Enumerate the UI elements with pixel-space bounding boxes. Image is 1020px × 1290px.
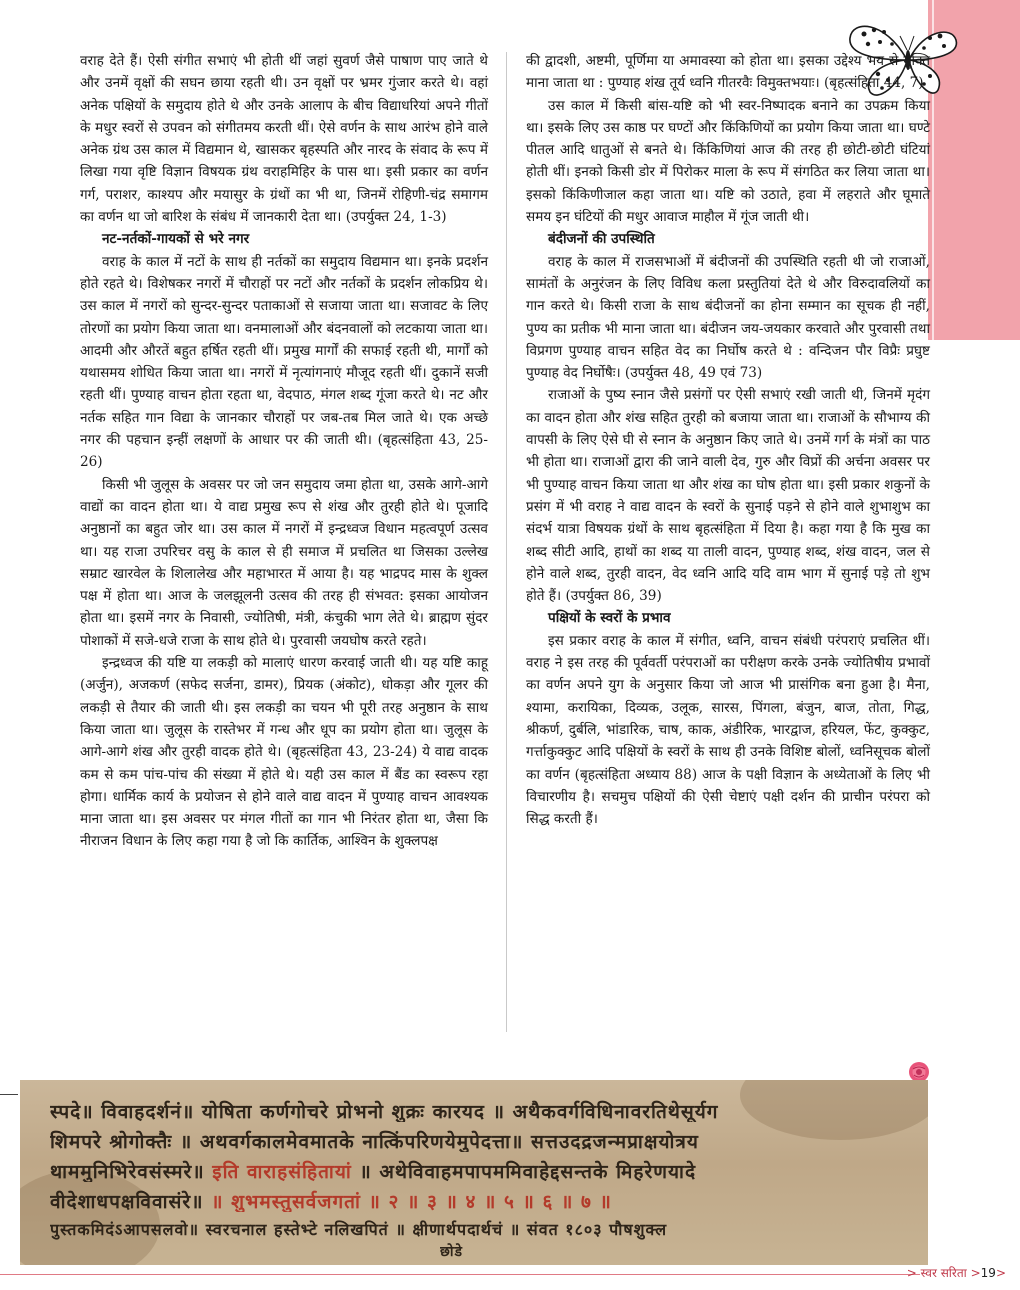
manuscript-line: थाममुनिभिरेवसंस्मरे॥ इति वाराहसंहितायां ॥ अथेविवाहमपापममिवाहेद्दसन्तके मिहरेणयादे [50,1161,697,1182]
paragraph: उस काल में किसी बांस-यष्टि को भी स्वर-निष्पादक बनाने का उपक्रम किया था। इसके लिए उस काष्ठ पर घण्टों और किंकिणियों का प्रयोग किया जाता था। घण्टे पीतल आदि धातुओं से बनते थे। किंकिणियां आज की तरह ही छोटी-छोटी घंटियां होती थीं। इनको किसी डोर में पिरोकर माला के रूप में संगठित कर लिया जाता था। इसको किंकिणीजाल कहा जाता था। यष्टि को उठाते, हवा में लहराते और घूमाते समय इन घंटियों की मधुर आवाज माहौल में गूंज जाती थी। [526,97,930,226]
footer-rule [0,1274,920,1275]
manuscript-line: वीदेशाधपक्षविवासंरे॥ ॥ शुभमस्तुसर्वजगतां ॥ २ ॥ ३ ॥ ४ ॥ ५ ॥ ६ ॥ ७ ॥ [50,1191,612,1212]
paragraph: वराह के काल में नटों के साथ ही नर्तकों का समुदाय विद्यमान था। इनके प्रदर्शन होते रहते थे। विशेषकर नगरों में चौराहों पर नटों और नर्तकों के प्रदर्शन लोकप्रिय थे। उस काल में नगरों को सुन्दर-सुन्दर पताकाओं से सजाया जाता था। सजावट के लिए तोरणों का प्रयोग किया जाता था। वनमालाओं और बंदनवालों को लटकाया जाता था। आदमी और औरतें बहुत हर्षित रहती थीं। प्रमुख मार्गों की सफाई रहती थी, मार्गों को यथासमय शोधित किया जाता था। नगरों में नृत्यांगनाएं मौजूद रहती थीं। दुकानें सजी रहती थीं। पुण्याह वाचन होता रहता था, वेदपाठ, मंगल शब्द गूंजा करते थे। नट और नर्तक सहित गान विद्या के जानकार चौराहों पर जब-तब मिल जाते थे। एक अच्छे नगर की पहचान इन्हीं लक्षणों के आधार पर की जाती थी। (बृहत्संहिता 43, 25-26) [80,253,488,471]
manuscript-image [20,1080,928,1265]
manuscript-line: स्पदे॥ विवाहदर्शनं॥ योषिता कर्णगोचरे प्रोभनो शुक्रः कारयद ॥ अथैकवर्गविधिनावरतिथेसूर्यग [50,1101,719,1122]
left-text-column [80,50,488,853]
margin-tick [0,1094,18,1095]
footer-arrow: > [995,1266,1006,1280]
paragraph: वराह के काल में राजसभाओं में बंदीजनों की उपस्थिति रहती थी जो राजाओं, सामंतों के अनुरंजन के लिए विविध कला प्रस्तुतियां देते थे और विरुदावलियों का गान करते थे। किसी राजा के साथ बंदीजनों का होना सम्मान का सूचक ही नहीं, पुण्य का प्रतीक भी माना जाता था। बंदीजन जय-जयकार करवाते और पुरवासी तथा विप्रगण पुण्याह वाचन सहित वेद का निर्घोष करते थे : वन्दिजन पौर विप्रैः प्रघुष्ट पुण्याह वेद निर्घोषैः। (उपर्युक्त 48, 49 एवं 73) [526,253,930,382]
manuscript-line: शिमपरे श्रोगोक्तैः ॥ अथवर्गकालमेवमातके नात्किंपरिणयेमुपेदत्ता॥ सत्तउदद्रजन्मप्राक्षयोत्रय [50,1131,699,1152]
magazine-name: > स्वर सरिता > [906,1266,981,1280]
section-heading: नट-नर्तकों-गायकों से भरे नगर [102,231,250,248]
section-heading: बंदीजनों की उपस्थिति [548,231,655,248]
paragraph: वराह देते हैं। ऐसी संगीत सभाएं भी होती थीं जहां सुवर्ण जैसे पाषाण पाए जाते थे और उनमें वृक्षों की सघन छाया रहती थी। उन वृक्षों पर भ्रमर गुंजार करते थे। वहां अनेक पक्षियों के समुदाय होते थे और उनके आलाप के बीच विद्याधरियां अपने गीतों के मधुर स्वरों से उपवन को संगीतमय करती थीं। ऐसे वर्णन के साथ आरंभ होने वाले अनेक ग्रंथ उस काल में विद्यमान थे, खासकर बृहस्पति और नारद के संवाद के रूप में लिखा गया वृष्टि विज्ञान विषयक ग्रंथ वराहमिहिर के पास था। इसी प्रकार का वर्णन गर्ग, पराशर, काश्यप और मयासुर के ग्रंथों का भी था, जिनमें रोहिणी-चंद्र समागम का वर्णन था जो बारिश के संबंध में जानकारी देता था। (उपर्युक्त 24, 1-3) [80,53,488,226]
paragraph: राजाओं के पुष्य स्नान जैसे प्रसंगों पर ऐसी सभाएं रखी जाती थी, जिनमें मृदंग का वादन होता और शंख सहित तुरही को बजाया जाता था। राजाओं के सौभाग्य की वापसी के लिए ऐसे घी से स्नान के अनुष्ठान किए जाते थे। उनमें गर्ग के मंत्रों का पाठ भी होता था। राजाओं द्वारा की जाने वाली देव, गुरु और विप्रों की अर्चना अवसर पर भी पुण्याह वाचन किया जाता था और शंख का घोष होता था। इसी प्रकार शकुनों के प्रसंग में भी वराह ने वाद्य वादन के स्वरों के सुनाई पड़ने से होने वाले शुभाशुभ का संदर्भ यात्रा विषयक ग्रंथों के साथ बृहत्संहिता में दिया है। कहा गया है कि मुख का शब्द सीटी आदि, हाथों का शब्द या ताली वादन, पुण्याह शब्द, शंख वादन, जल से होने वाले शब्द, तुरही वादन, वेद ध्वनि आदि यदि वाम भाग में सुनाई पड़े तो शुभ होते हैं। (उपर्युक्त 86, 39) [526,387,930,605]
manuscript-line: छोडे [440,1244,463,1260]
paragraph: किसी भी जुलूस के अवसर पर जो जन समुदाय जमा होता था, उसके आगे-आगे वाद्यों का वादन होता था। ये वाद्य प्रमुख रूप से शंख और तुरही होते थे। पूजादि अनुष्ठानों का बहुत जोर था। उस काल में नगरों में इन्द्रध्वज विधान महत्वपूर्ण उत्सव था। यह राजा उपरिचर वसु के काल से ही समाज में प्रचलित था जिसका उल्लेख सम्राट खारवेल के शिलालेख और महाभारत में आया है। यह भाद्रपद मास के शुक्ल पक्ष में होता था। आज के जलझूलनी उत्सव की तरह ही संभवत: इसका आयोजन होता था। इसमें नगर के निवासी, ज्योतिषी, मंत्री, कंचुकी भाग लेते थे। ब्राह्मण सुंदर पोशाकों में सजे-धजे राजा के साथ होते थे। पुरवासी जयघोष करते रहते। [80,476,488,649]
page-footer [907,1264,1006,1281]
paragraph: इन्द्रध्वज की यष्टि या लकड़ी को मालाएं धारण करवाई जाती थी। यह यष्टि काहू (अर्जुन), अजकर्ण (सफेद सर्जना, डामर), प्रियक (अंकोट), धोकड़ा और गूलर की लकड़ी से तैयार की जाती थी। इस लकड़ी का चयन भी पूरी तरह अनुष्ठान के साथ किया जाता था। जुलूस के रास्तेभर में गन्ध और धूप का प्रयोग होता था। जुलूस के आगे-आगे शंख और तुरही वादक होते थे। (बृहत्संहिता 43, 23-24) ये वाद्य वादक कम से कम पांच-पांच की संख्या में होते थे। यही उस काल में बैंड का स्वरूप रहा होगा। धार्मिक कार्य के प्रयोजन से होने वाले वाद्य वादन में पुण्याह वाचन आवश्यक माना जाता था। इस अवसर पर मंगल गीतों का गान भी निरंतर होता था, जैसा कि नीराजन विधान के लिए कहा गया है जो कि कार्तिक, आश्विन के शुक्लपक्ष [80,655,488,850]
paragraph: की द्वादशी, अष्टमी, पूर्णिमा या अमावस्या को होता था। इसका उद्देश्य भय से मुक्ति माना जाता था : पुण्याह शंख तूर्य ध्वनि गीतरवैः विमुक्तभयाः। (बृहत्संहिता 44, 7) [526,53,930,92]
page-number: 19 [980,1266,996,1280]
section-heading: पक्षियों के स्वरों के प्रभाव [548,610,671,627]
column-divider [506,52,507,1032]
paragraph: इस प्रकार वराह के काल में संगीत, ध्वनि, वाचन संबंधी परंपराएं प्रचलित थीं। वराह ने इस तरह की पूर्ववर्ती परंपराओं का परीक्षण करके उनके ज्योतिषीय प्रभावों का वर्णन अपने युग के अनुसार किया जो आज भी प्रासंगिक बना हुआ है। मैना, श्यामा, करायिका, दिव्यक, उलूक, सारस, पिंगला, बंजुन, बाज, तोता, गिद्ध, श्रीकर्ण, दुर्बलि, भांडारिक, चाष, काक, अंडीरिक, भारद्वाज, हरियल, फेंट, कुक्कुट, गर्त्ताकुक्कुट आदि पक्षियों के स्वरों के साथ ही उनके विशिष्ट बोलों, ध्वनिसूचक बोलों का वर्णन (बृहत्संहिता अध्याय 88) आज के पक्षी विज्ञान के अध्येताओं के लिए भी विचारणीय है। सचमुच पक्षियों की ऐसी चेष्टाएं पक्षी दर्शन की प्राचीन परंपरा को सिद्ध करती हैं। [526,632,930,828]
right-text-column [526,50,930,830]
manuscript-line: पुस्तकमिदंऽआपसलवो॥ स्वरचनाल हस्तेभ्टे नलिखपितं ॥ क्षीणार्थपदार्थचं ॥ संवत १८०३ पौषशुक्ल [50,1220,668,1239]
